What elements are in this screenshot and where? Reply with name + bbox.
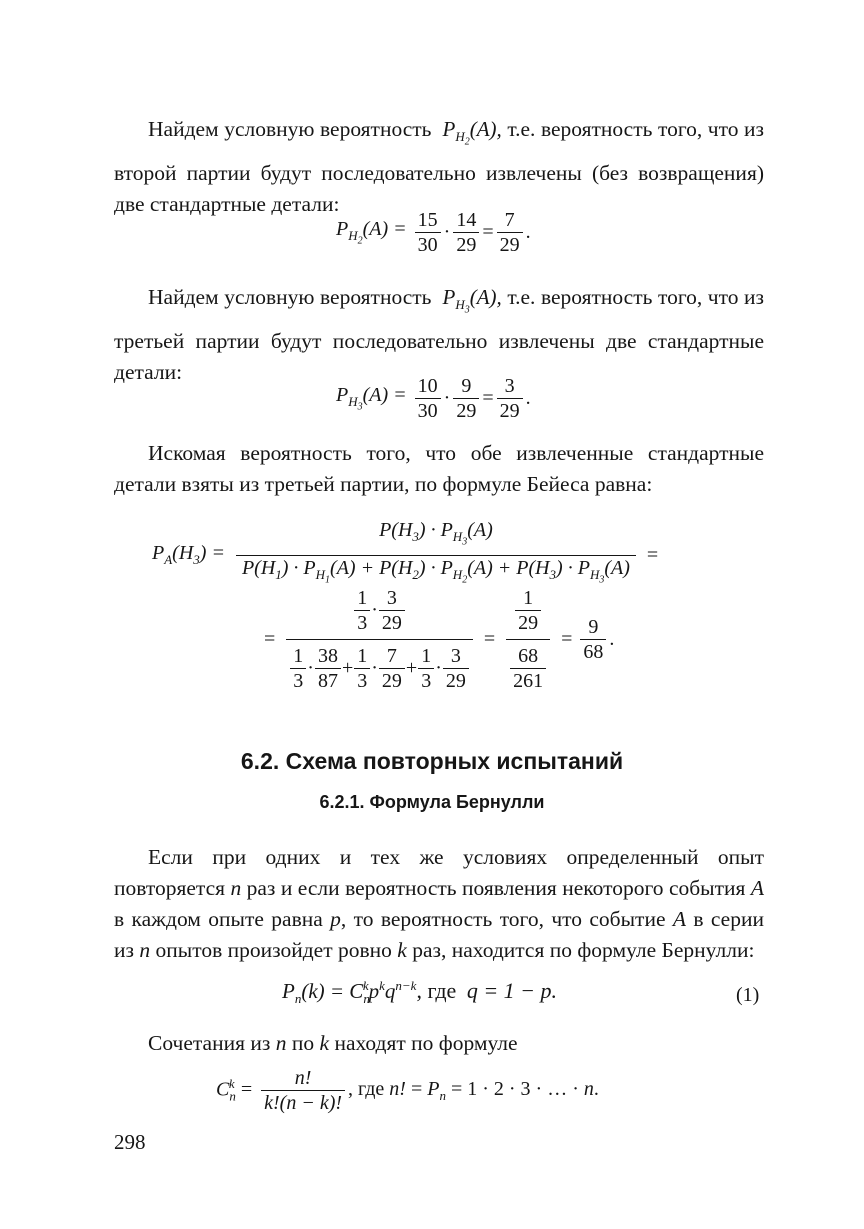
formula-ph3: $P_{H_3}(A)$ = $\frac{10}{30}$ · $\frac{9}{29}$ = $\frac{3}{29}$ .: [336, 375, 531, 422]
text: находят по формуле: [329, 1031, 518, 1055]
inline-formula-ph3: $P_{H_3}(A)$,: [437, 285, 502, 316]
section-heading: 6.2. Схема повторных испытаний: [240, 748, 624, 774]
page-number: 298: [114, 1130, 146, 1154]
text: Если при одних и тех же условиях определенный опыт повторяется: [114, 845, 764, 900]
var-n: n: [139, 938, 151, 962]
inline-formula-ph2: $P_{H_2}(A)$,: [437, 117, 502, 148]
var-k: k: [319, 1031, 330, 1055]
text: Найдем условную вероятность: [148, 117, 432, 141]
var-a: A: [750, 876, 764, 900]
text: , то вероятность того, что событие: [340, 907, 673, 931]
text: в серии из: [114, 907, 764, 962]
subsection-heading: 6.2.1. Формула Бернулли: [319, 792, 545, 812]
paragraph-bernoulli-intro: [114, 842, 764, 966]
text: в каждом опыте равна: [114, 907, 331, 931]
paragraph-conditional-prob-h2: [114, 114, 764, 220]
var-k: k: [397, 938, 407, 962]
paragraph-bayes-intro: [114, 438, 764, 500]
formula-combinations: $C_n^k$ = $\frac{n!}{k!(n - k)!}$ , где n! = $P_n = 1 \cdot 2 \cdot 3$ · … · n.: [216, 1067, 599, 1114]
text: раз и если вероятность появления некоторого события: [241, 876, 751, 900]
equation-number: (1): [736, 984, 760, 1006]
formula-bayes-computation: = $\frac{1}{3}$ · $\frac{3}{29}$ $\frac{1}{3}$ · $\frac{38}{87}$ + $\frac{1}{3}$ · $\frac{7}{29}$ + $\frac{1}{3}$ · $\frac{3}{29}$ = $\frac{\frac{1}{29}}{\frac{68}{261}}$ = $\frac{9}{68}$ .: [264, 587, 615, 692]
var-a: A: [672, 907, 686, 931]
paragraph-combinations: [114, 1028, 764, 1059]
var-p: p: [330, 907, 341, 931]
var-n: n: [275, 1031, 287, 1055]
text: Искомая вероятность того, что обе извлеченные стандартные детали взяты из третьей партии, по формуле Бейеса равна:: [114, 441, 764, 496]
formula-bayes: $P_A(H_3)$ = $\frac{P(H_3) \cdot P_{H_3}(A)}{P(H_1) \cdot P_{H_1}(A) + P(H_2) \cdot P_{H_2}(A) + P(H_3) \cdot P_{H_3}(A)}$ =: [152, 518, 658, 592]
text: т.е. вероятность того, что из второй партии будут последовательно извлечены (без возвращения) две стандартные детали:: [114, 117, 765, 216]
text: Сочетания из: [148, 1031, 276, 1055]
text: раз, находится по формуле Бернулли:: [406, 938, 755, 962]
formula-ph2: $P_{H_2}(A)$ = $\frac{15}{30}$ · $\frac{14}{29}$ = $\frac{7}{29}$ .: [336, 209, 531, 256]
formula-bernoulli: $P_n(k) = C_n^kp^kq^{n-k}$, где q = 1 − p.: [282, 978, 558, 1007]
text: опытов произойдет ровно: [150, 938, 398, 962]
var-n: n: [230, 876, 242, 900]
text: т.е. вероятность того, что из третьей партии будут последовательно извлечены две стандартные детали:: [114, 285, 765, 384]
text: по: [286, 1031, 320, 1055]
text: Найдем условную вероятность: [148, 285, 432, 309]
paragraph-conditional-prob-h3: [114, 282, 764, 388]
